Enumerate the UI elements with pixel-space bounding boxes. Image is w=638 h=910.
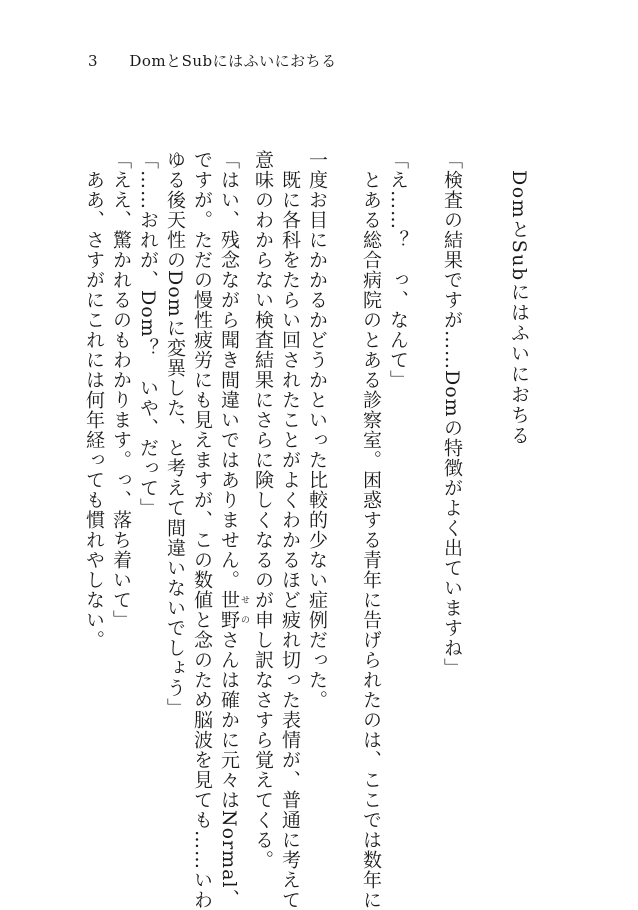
text-line: 既に各科をたらい回されたことがよくわかるほど疲れ切った表情が、普通に考えて: [279, 150, 301, 910]
text-line: 意味のわからない検査結果にさらに険しくなるのが申し訳なさすら覚えてくる。: [252, 150, 274, 870]
text-line: 「はい、残念ながら聞き間違いではありません。世野 せのさんは確かに元々はNormal、: [218, 150, 249, 909]
chapter-title: DomとSubにはふいにおちる: [508, 170, 530, 446]
text-line: 「ええ、驚かれるのもわかります。っ、落ち着いて」: [110, 150, 132, 630]
text-line: ゆる後天性のDomに変異した、と考えて間違いないでしょう」: [164, 150, 186, 718]
text-line: 「……おれが、Dom？ いや、だって」: [137, 150, 159, 518]
text-line: 「え……？ っ、なんて」: [387, 150, 409, 390]
running-header: [88, 50, 337, 71]
text-line: とある総合病院のとある診察室。困惑する青年に告げられたのは、ここでは数年に: [360, 150, 382, 910]
text-line: ですが。ただの慢性疲労にも見えますが、この数値と念のため脳波を見ても……いわ: [191, 150, 213, 910]
running-title: DomとSubにはふいにおちる: [129, 52, 337, 70]
text-line: 「検査の結果ですが……Domの特徴がよく出ていますね」: [441, 150, 463, 678]
ruby-annotation: 世野 せの: [218, 590, 249, 630]
text-line: ああ、さすがにこれには何年経っても慣れやしない。: [83, 150, 105, 650]
ruby-reading: せの: [239, 590, 249, 630]
body-text: [80, 150, 532, 910]
text-line: 一度お目にかかるかどうかといった比較的少ない症例だった。: [306, 150, 328, 710]
page-number: 3: [88, 52, 99, 70]
